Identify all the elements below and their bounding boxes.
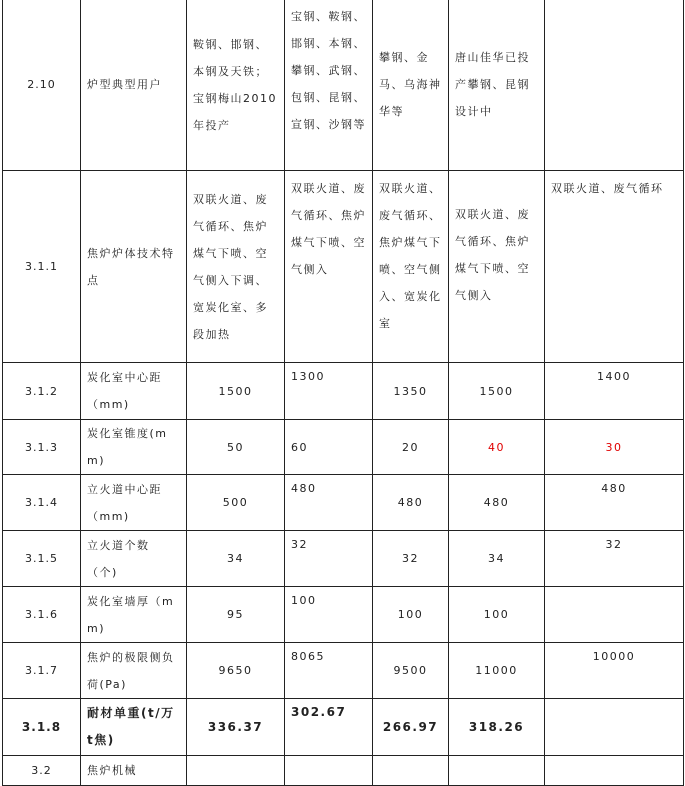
row-item: 炭化室锥度(mm) xyxy=(81,420,187,475)
table-row xyxy=(3,171,684,363)
row-item: 炭化室墙厚（mm) xyxy=(81,587,187,643)
row-id: 2.10 xyxy=(3,0,81,171)
row-item: 炉型典型用户 xyxy=(81,0,187,171)
cell-c5 xyxy=(545,0,684,171)
cell-c3: 攀钢、金马、乌海神华等 xyxy=(373,0,449,171)
cell-c4: 11000 xyxy=(449,643,545,699)
cell-c5: 30 xyxy=(545,420,684,475)
cell-c4: 100 xyxy=(449,587,545,643)
cell-c2: 100 xyxy=(285,587,373,643)
table-row xyxy=(3,363,684,420)
cell-c1: 336.37 xyxy=(187,699,285,756)
row-item: 焦炉机械 xyxy=(81,756,187,786)
row-id: 3.2 xyxy=(3,756,81,786)
table-row xyxy=(3,699,684,756)
cell-c5 xyxy=(545,699,684,756)
cell-c4: 318.26 xyxy=(449,699,545,756)
cell-c4: 双联火道、废气循环、焦炉煤气下喷、空气侧入 xyxy=(449,171,545,363)
cell-c3 xyxy=(373,756,449,786)
cell-c2: 302.67 xyxy=(285,699,373,756)
cell-c5: 10000 xyxy=(545,643,684,699)
cell-c1: 95 xyxy=(187,587,285,643)
cell-c3: 100 xyxy=(373,587,449,643)
table-row xyxy=(3,0,684,171)
row-id: 3.1.4 xyxy=(3,475,81,531)
row-item: 炭化室中心距（mm) xyxy=(81,363,187,420)
cell-c4: 40 xyxy=(449,420,545,475)
cell-c1: 50 xyxy=(187,420,285,475)
row-id: 3.1.2 xyxy=(3,363,81,420)
cell-c4: 480 xyxy=(449,475,545,531)
cell-c5: 双联火道、废气循环 xyxy=(545,171,684,363)
cell-c1 xyxy=(187,756,285,786)
cell-c2: 60 xyxy=(285,420,373,475)
cell-c1: 34 xyxy=(187,531,285,587)
cell-c3: 32 xyxy=(373,531,449,587)
table-row xyxy=(3,587,684,643)
row-item: 立火道中心距（mm) xyxy=(81,475,187,531)
cell-c1: 500 xyxy=(187,475,285,531)
row-id: 3.1.1 xyxy=(3,171,81,363)
cell-c5 xyxy=(545,587,684,643)
cell-c2: 8065 xyxy=(285,643,373,699)
cell-c2: 32 xyxy=(285,531,373,587)
row-id: 3.1.7 xyxy=(3,643,81,699)
cell-c2: 宝钢、鞍钢、邯钢、本钢、攀钢、武钢、包钢、昆钢、宣钢、沙钢等 xyxy=(285,0,373,171)
spec-table xyxy=(2,0,684,786)
cell-c1: 1500 xyxy=(187,363,285,420)
cell-c4 xyxy=(449,756,545,786)
row-id: 3.1.6 xyxy=(3,587,81,643)
cell-c5: 32 xyxy=(545,531,684,587)
cell-c3: 双联火道、废气循环、焦炉煤气下喷、空气侧入、宽炭化室 xyxy=(373,171,449,363)
cell-c3: 1350 xyxy=(373,363,449,420)
cell-c4: 唐山佳华已投产攀钢、昆钢设计中 xyxy=(449,0,545,171)
cell-c2 xyxy=(285,756,373,786)
cell-c4: 34 xyxy=(449,531,545,587)
table-row xyxy=(3,531,684,587)
table-row xyxy=(3,756,684,786)
cell-c5: 480 xyxy=(545,475,684,531)
row-id: 3.1.3 xyxy=(3,420,81,475)
cell-c3: 9500 xyxy=(373,643,449,699)
cell-c2: 双联火道、废气循环、焦炉煤气下喷、空气侧入 xyxy=(285,171,373,363)
cell-c1: 9650 xyxy=(187,643,285,699)
cell-c1: 鞍钢、邯钢、本钢及天铁；宝钢梅山2010年投产 xyxy=(187,0,285,171)
row-item: 耐材单重(t/万t焦) xyxy=(81,699,187,756)
cell-c5: 1400 xyxy=(545,363,684,420)
cell-c3: 480 xyxy=(373,475,449,531)
cell-c3: 20 xyxy=(373,420,449,475)
cell-c4: 1500 xyxy=(449,363,545,420)
row-item: 焦炉的极限侧负荷(Pa) xyxy=(81,643,187,699)
table-row xyxy=(3,420,684,475)
cell-c2: 480 xyxy=(285,475,373,531)
row-item: 立火道个数（个) xyxy=(81,531,187,587)
table-row xyxy=(3,643,684,699)
cell-c2: 1300 xyxy=(285,363,373,420)
table-row xyxy=(3,475,684,531)
cell-c1: 双联火道、废气循环、焦炉煤气下喷、空气侧入下调、宽炭化室、多段加热 xyxy=(187,171,285,363)
cell-c5 xyxy=(545,756,684,786)
row-id: 3.1.5 xyxy=(3,531,81,587)
row-item: 焦炉炉体技术特点 xyxy=(81,171,187,363)
cell-c3: 266.97 xyxy=(373,699,449,756)
row-id: 3.1.8 xyxy=(3,699,81,756)
